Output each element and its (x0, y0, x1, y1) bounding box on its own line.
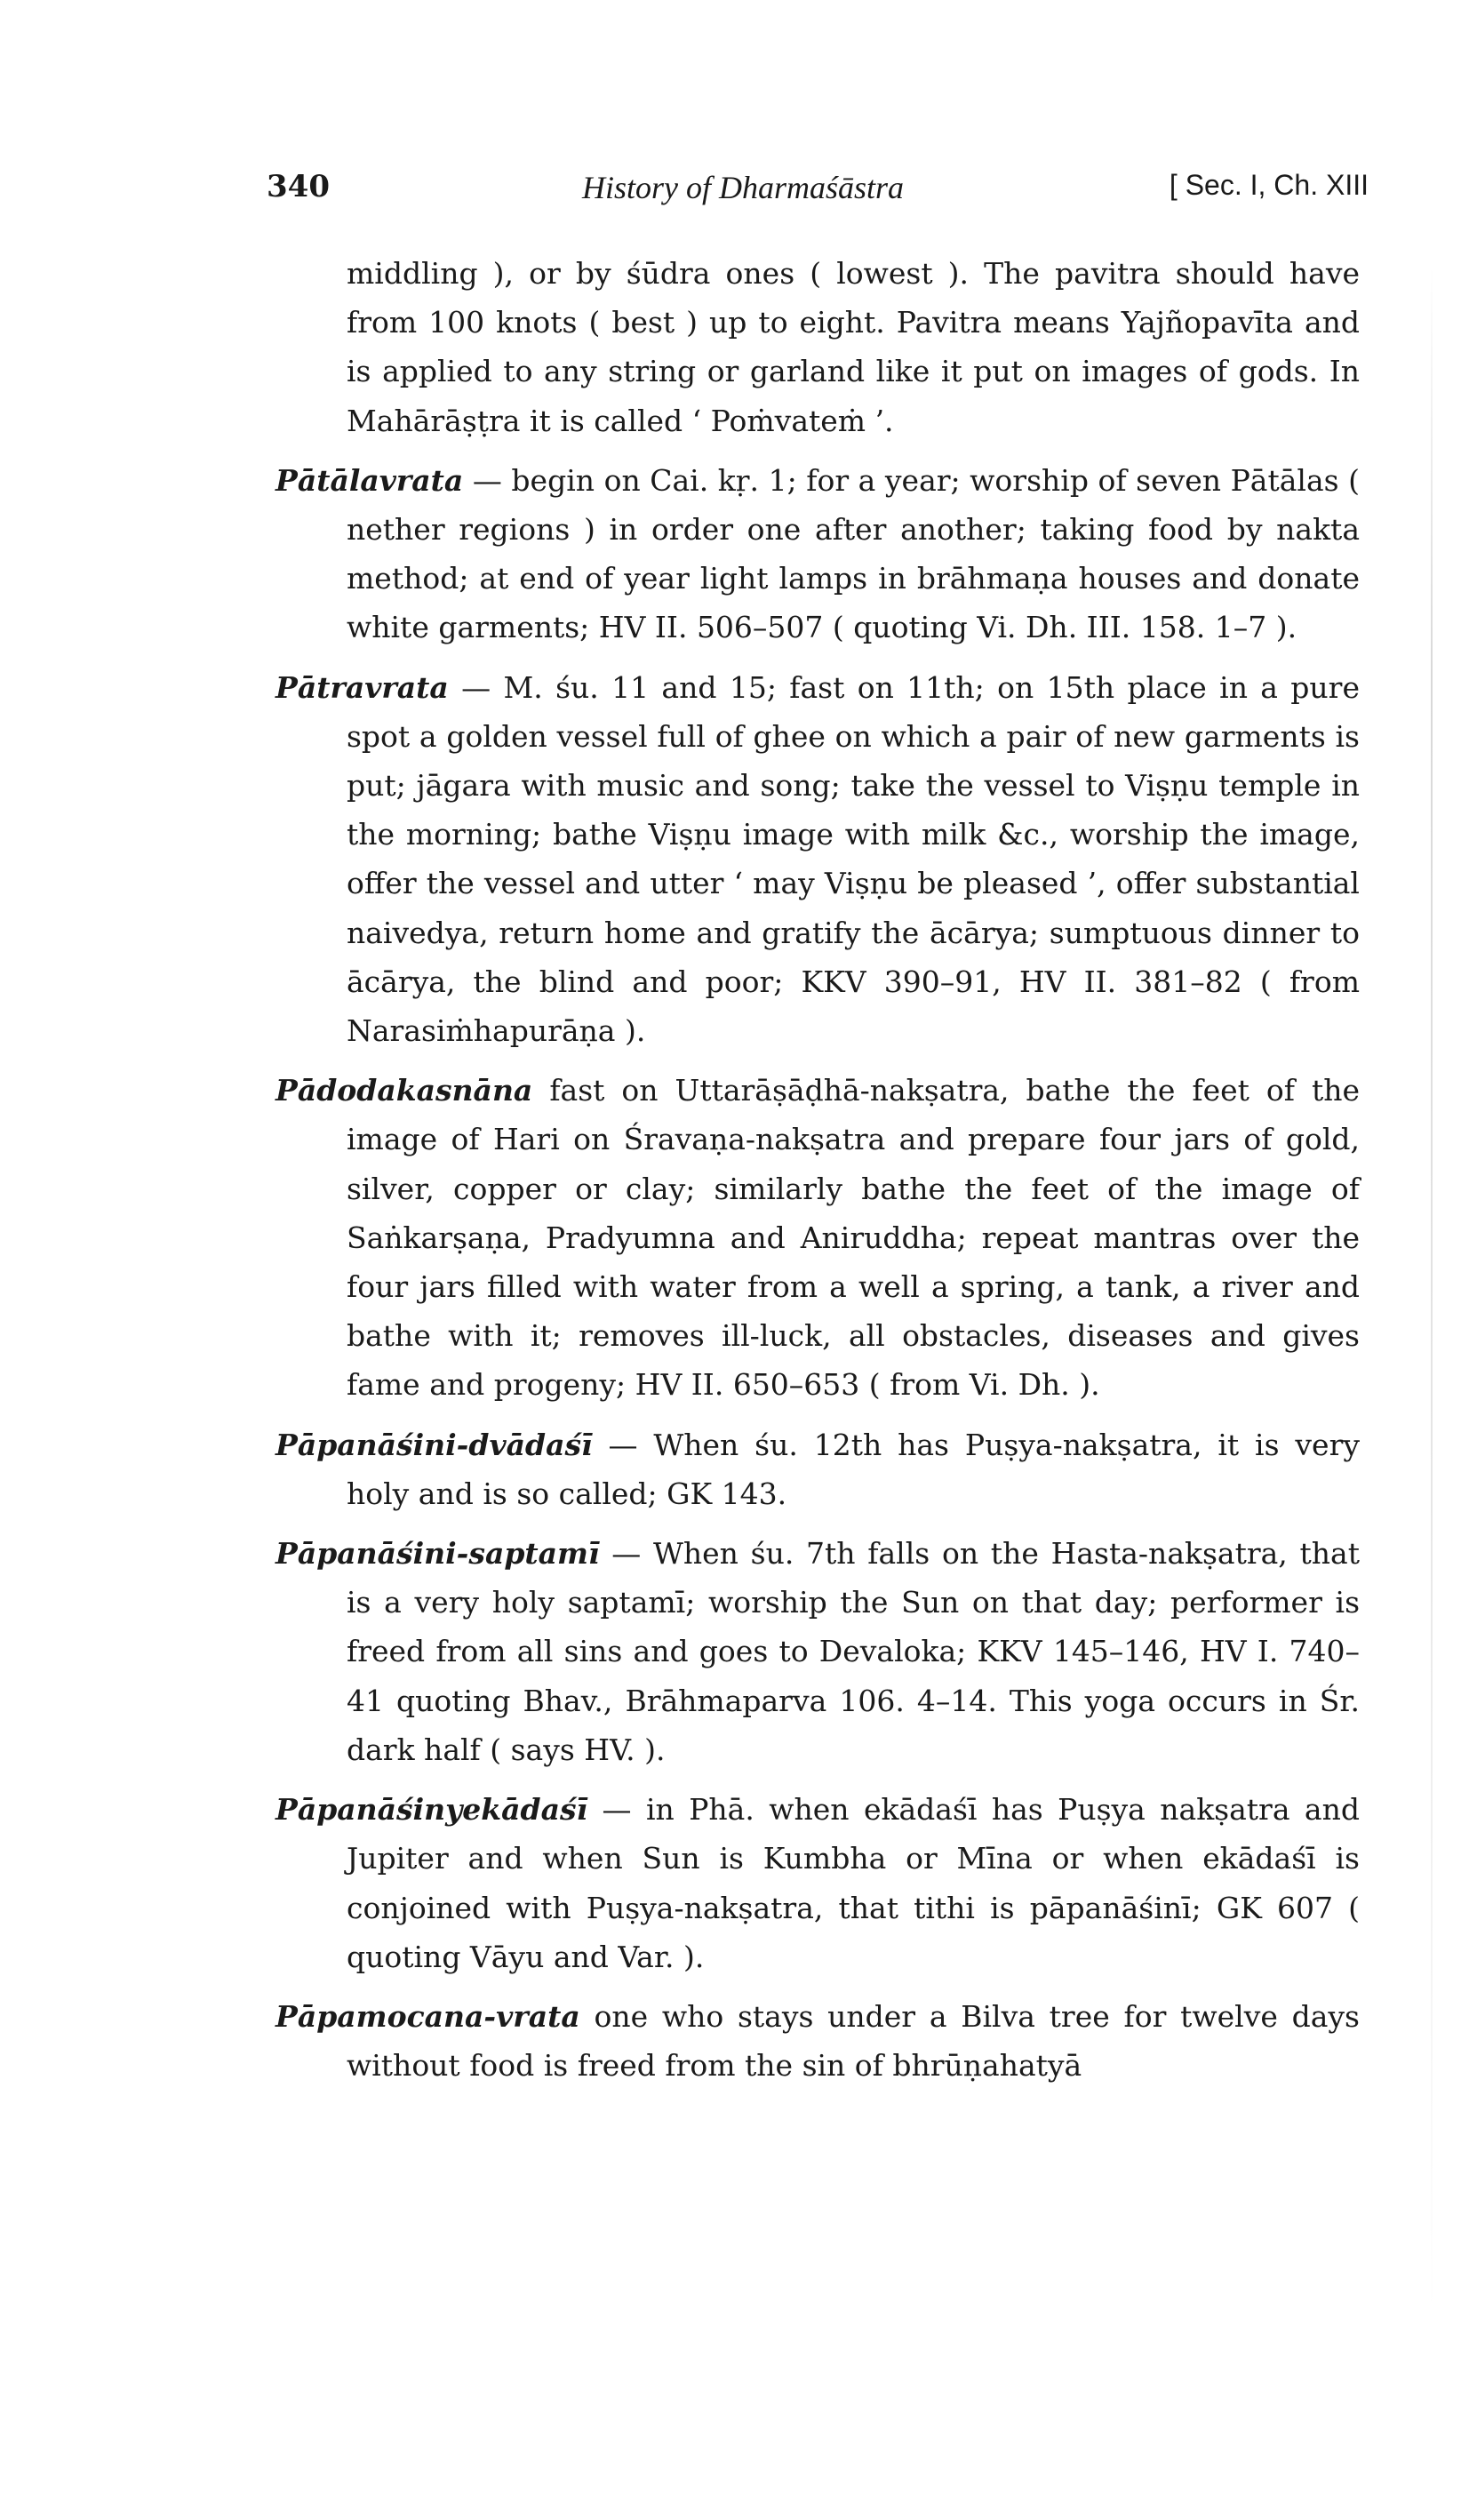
glossary-entry (275, 663, 1360, 1056)
glossary-entry (275, 1785, 1360, 1981)
running-header (267, 169, 1369, 213)
entry-text: — When śu. 12th has Puṣya-nakṣatra, it is very holy and is so called; GK 143. (347, 1427, 1360, 1511)
glossary-entry (275, 1066, 1360, 1409)
entry-headword: Pātravrata (275, 669, 449, 705)
entry-text: — M. śu. 11 and 15; fast on 11th; on 15th place in a pure spot a golden vessel full of ghee on which a pair of new garments is put; jāgara with music and song; take the vessel to Viṣṇu temple in the morning; bathe Viṣṇu image with milk &c., worship the image, offer the vessel and utter ‘ may Viṣṇu be pleased ’, offer substantial naivedya, return home and gratify the ācārya; sumptuous dinner to ācārya, the blind and poor; KKV 390–91, HV II. 381–82 ( from Narasiṁhapurāṇa ). (347, 669, 1360, 1049)
entry-headword: Pāpanāśinyekādaśī (275, 1792, 588, 1828)
entry-headword: Pāpamocana-vrata (275, 1998, 580, 2034)
section-label: [ Sec. I, Ch. XIII (1169, 169, 1369, 201)
glossary-entry (275, 1529, 1360, 1774)
glossary-entry (275, 249, 1360, 445)
entry-headword: Pāpanāśini-dvādaśī (275, 1427, 593, 1462)
scan-edge-shadow (1431, 267, 1433, 2311)
page-number: 340 (267, 169, 330, 204)
entry-headword: Pātālavrata (275, 462, 464, 498)
entry-headword: Pādodakasnāna (275, 1073, 533, 1108)
entry-text: middling ), or by śūdra ones ( lowest ). The pavitra should have from 100 knots ( best ) up to eight. Pavitra means Yajñopavīta and is applied to any string or garland like it put on images of gods. In Mahārāṣṭra it is called ‘ Poṁvateṁ ’. (347, 256, 1360, 438)
glossary-entry (275, 1420, 1360, 1518)
entry-text: — in Phā. when ekādaśī has Puṣya nakṣatra and Jupiter and when Sun is Kumbha or Mīna or when ekādaśī is conjoined with Puṣya-nakṣatra, that tithi is pāpanāśinī; GK 607 ( quoting Vāyu and Var. ). (347, 1792, 1360, 1974)
glossary-entry (275, 1992, 1360, 2090)
book-title: History of Dharmaśāstra (582, 170, 905, 205)
entry-text: fast on Uttarāṣāḍhā-nakṣatra, bathe the feet of the image of Hari on Śravaṇa-nakṣatra and prepare four jars of gold, silver, copper or clay; similarly bathe the feet of the image of Saṅkarṣaṇa, Pradyumna and Aniruddha; repeat mantras over the four jars filled with water from a well a spring, a tank, a river and bathe with it; removes ill-luck, all obstacles, diseases and gives fame and progeny; HV II. 650–653 ( from Vi. Dh. ). (347, 1073, 1360, 1403)
glossary-body (275, 249, 1360, 2100)
entry-text: — begin on Cai. kṛ. 1; for a year; worship of seven Pātālas ( nether regions ) in order one after another; taking food by nakta method; at end of year light lamps in brāhmaṇa houses and donate white garments; HV II. 506–507 ( quoting Vi. Dh. III. 158. 1–7 ). (347, 462, 1360, 645)
entry-text: one who stays under a Bilva tree for twelve days without food is freed from the sin of bhrūṇahatyā (347, 1998, 1360, 2084)
entry-headword: Pāpanāśini-saptamī (275, 1536, 600, 1572)
entry-text: — When śu. 7th falls on the Hasta-nakṣatra, that is a very holy saptamī; worship the Sun on that day; performer is freed from all sins and goes to Devaloka; KKV 145–146, HV I. 740–41 quoting Bhav., Brāhmaparva 106. 4–14. This yoga occurs in Śr. dark half ( says HV. ). (347, 1536, 1360, 1767)
glossary-entry (275, 456, 1360, 652)
